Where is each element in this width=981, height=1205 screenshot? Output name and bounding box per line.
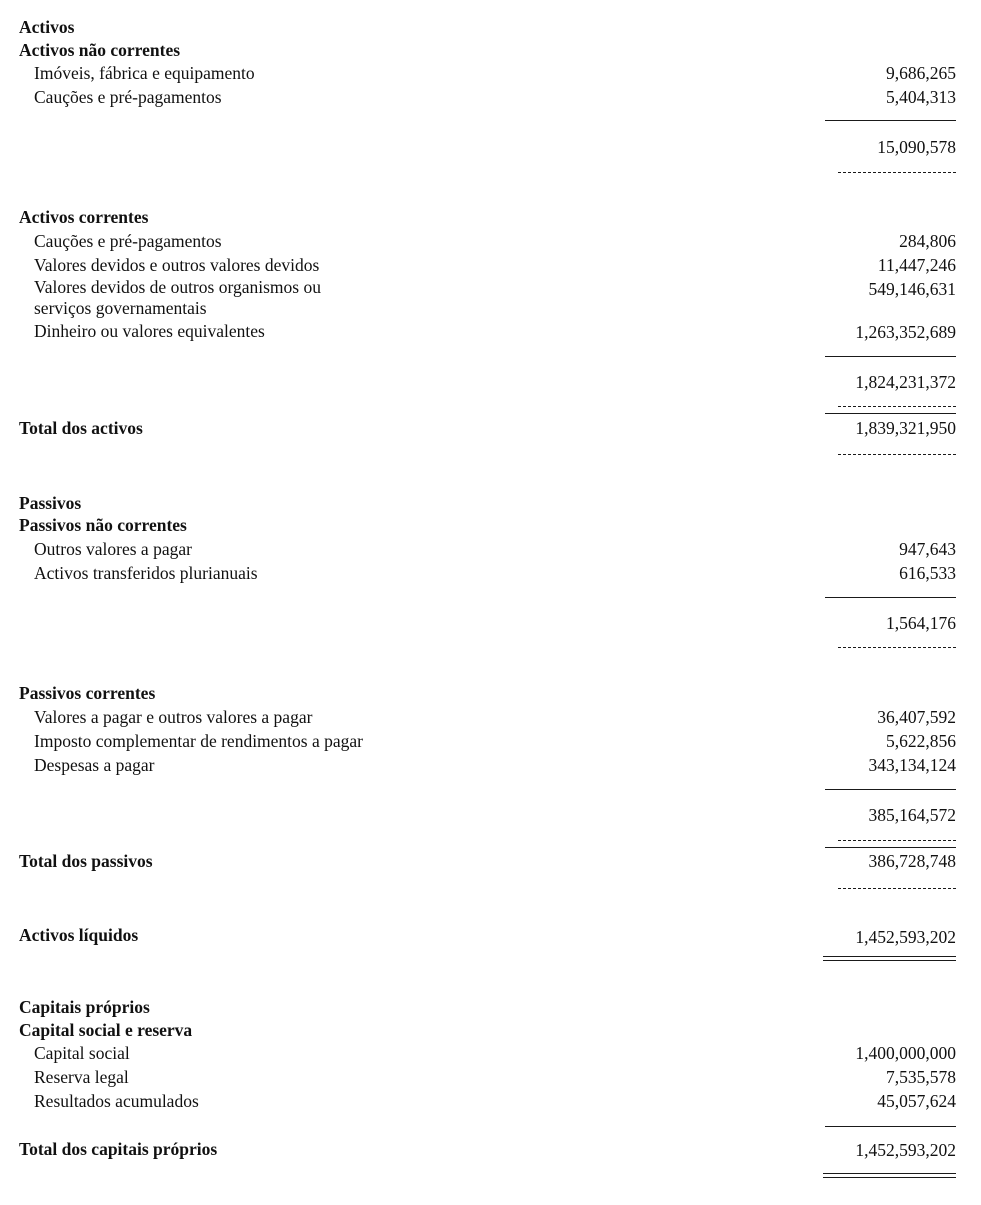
- subtotal-value: 15,090,578: [877, 137, 956, 157]
- line-item-label: Cauções e pré-pagamentos: [34, 87, 222, 107]
- net-assets-label: Activos líquidos: [19, 925, 139, 945]
- dashed-rule: [838, 840, 956, 841]
- subtotal-rule: [825, 120, 956, 121]
- line-item-value: 1,400,000,000: [855, 1043, 956, 1063]
- total-liabilities-value: 386,728,748: [868, 851, 956, 871]
- double-rule: [823, 1173, 956, 1178]
- line-item-value: 549,146,631: [868, 279, 956, 299]
- line-item-label: Imposto complementar de rendimentos a pagar: [34, 731, 363, 751]
- dashed-rule: [838, 406, 956, 407]
- current-liabilities-heading: Passivos correntes: [19, 683, 156, 703]
- line-item-value: 7,535,578: [886, 1067, 956, 1087]
- line-item-value: 11,447,246: [877, 255, 956, 275]
- double-rule: [823, 956, 956, 961]
- total-rule: [825, 413, 956, 414]
- capital-reserve-heading: Capital social e reserva: [19, 1020, 193, 1040]
- assets-title: Activos: [19, 17, 75, 37]
- line-item-label: Valores devidos de outros organismos ou: [34, 277, 321, 297]
- line-item-value: 284,806: [899, 231, 956, 251]
- liabilities-title: Passivos: [19, 493, 82, 513]
- line-item-value: 36,407,592: [877, 707, 956, 727]
- line-item-label: Resultados acumulados: [34, 1091, 199, 1111]
- line-item-value: 45,057,624: [877, 1091, 956, 1111]
- total-liabilities-label: Total dos passivos: [19, 851, 153, 871]
- line-item-label: Valores devidos e outros valores devidos: [34, 255, 320, 275]
- dashed-rule: [838, 647, 956, 648]
- line-item-label: Dinheiro ou valores equivalentes: [34, 321, 265, 341]
- dashed-rule: [838, 454, 956, 455]
- current-assets-heading: Activos correntes: [19, 207, 149, 227]
- total-assets-label: Total dos activos: [19, 418, 143, 438]
- line-item-value: 947,643: [899, 539, 956, 559]
- net-assets-value: 1,452,593,202: [855, 927, 956, 947]
- subtotal-rule: [825, 789, 956, 790]
- subtotal-value: 1,564,176: [886, 613, 956, 633]
- total-equity-label: Total dos capitais próprios: [19, 1139, 218, 1159]
- total-equity-value: 1,452,593,202: [855, 1140, 956, 1160]
- line-item-label: Outros valores a pagar: [34, 539, 192, 559]
- equity-title: Capitais próprios: [19, 997, 150, 1017]
- non-current-liabilities-heading: Passivos não correntes: [19, 515, 187, 535]
- total-rule: [825, 847, 956, 848]
- subtotal-value: 385,164,572: [868, 805, 956, 825]
- subtotal-rule: [825, 356, 956, 357]
- subtotal-rule: [825, 1126, 956, 1127]
- line-item-label: Capital social: [34, 1043, 130, 1063]
- line-item-value: 5,622,856: [886, 731, 956, 751]
- subtotal-value: 1,824,231,372: [855, 372, 956, 392]
- line-item-value: 616,533: [899, 563, 956, 583]
- line-item-label: Reserva legal: [34, 1067, 129, 1087]
- line-item-value: 5,404,313: [886, 87, 956, 107]
- dashed-rule: [838, 888, 956, 889]
- line-item-value: 9,686,265: [886, 63, 956, 83]
- line-item-label: Activos transferidos plurianuais: [34, 563, 258, 583]
- line-item-value: 1,263,352,689: [855, 322, 956, 342]
- total-assets-value: 1,839,321,950: [855, 418, 956, 438]
- line-item-label-continued: serviços governamentais: [34, 298, 207, 318]
- line-item-label: Valores a pagar e outros valores a pagar: [34, 707, 313, 727]
- non-current-assets-heading: Activos não correntes: [19, 40, 181, 60]
- line-item-value: 343,134,124: [868, 755, 956, 775]
- line-item-label: Despesas a pagar: [34, 755, 155, 775]
- line-item-label: Cauções e pré-pagamentos: [34, 231, 222, 251]
- line-item-label: Imóveis, fábrica e equipamento: [34, 63, 255, 83]
- dashed-rule: [838, 172, 956, 173]
- subtotal-rule: [825, 597, 956, 598]
